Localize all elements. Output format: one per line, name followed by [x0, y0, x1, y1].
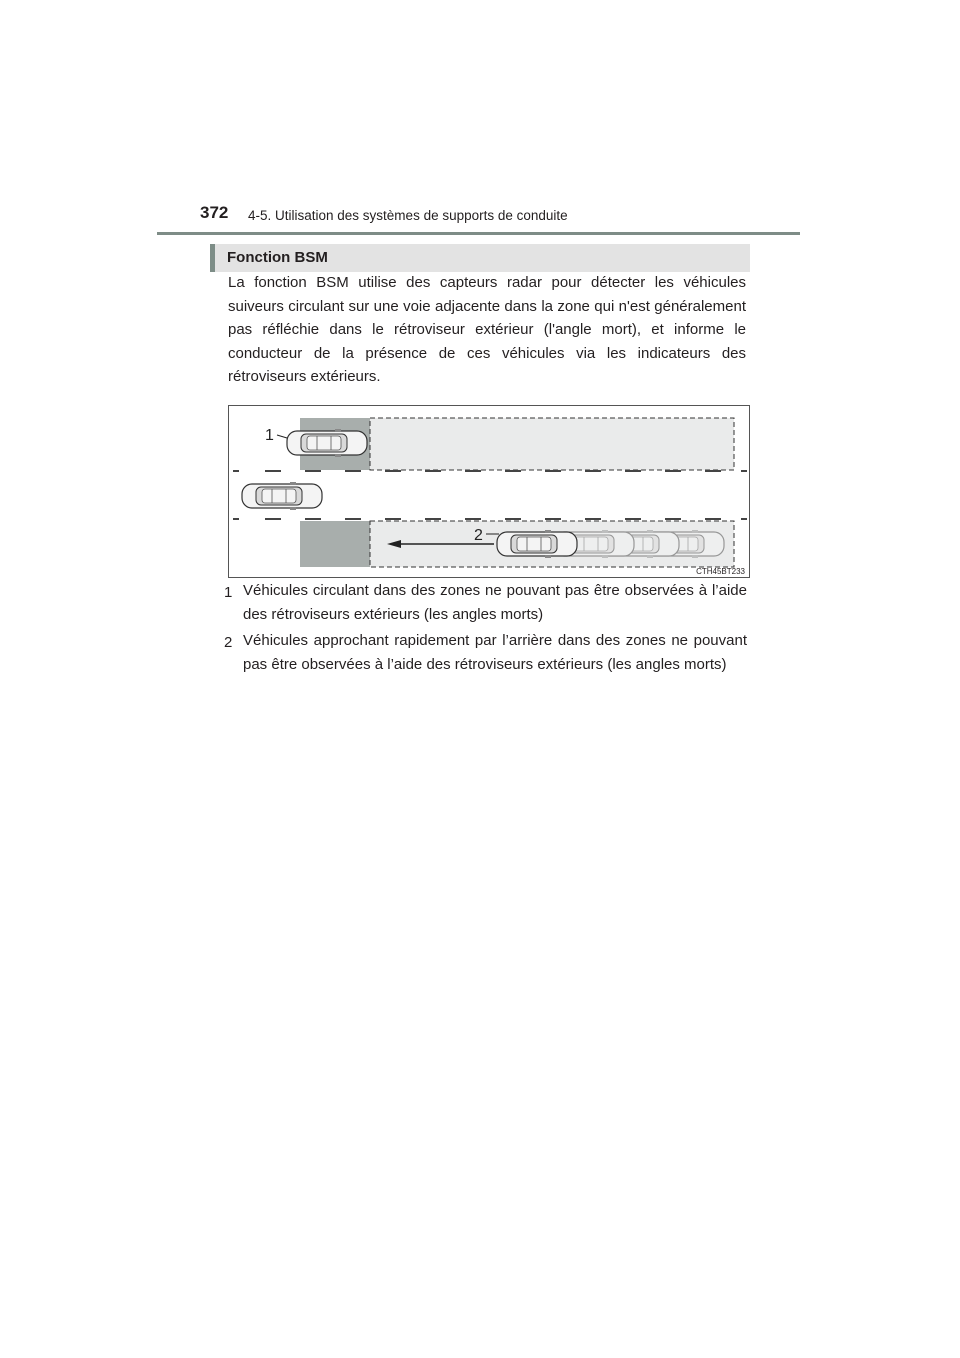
- approaching-car-trail: [554, 530, 724, 558]
- bsm-diagram-drawing: [229, 406, 749, 577]
- callout-text-1: Véhicules circulant dans des zones ne pouvant pas être observées à l’aide des rétroviseurs extérieurs (les angles morts): [243, 582, 747, 623]
- callout-number-2: 2: [224, 634, 233, 651]
- callout-text-2: Véhicules approchant rapidement par l’arrière dans des zones ne pouvant pas être observées à l’aide des rétroviseurs extérieurs (les angles morts): [243, 632, 747, 673]
- blind-spot-lower: [300, 521, 370, 567]
- chapter-title: 4-5. Utilisation des systèmes de supports de conduite: [248, 208, 568, 223]
- own-vehicle: [242, 482, 322, 510]
- bsm-diagram: [228, 405, 750, 578]
- detection-zone-upper: [370, 418, 734, 470]
- car-in-blind-spot: [287, 429, 367, 457]
- callout-number-1: 1: [224, 584, 233, 601]
- intro-paragraph: La fonction BSM utilise des capteurs radar pour détecter les véhicules suiveurs circulant sur une voie adjacente dans la zone qui n'est généralement pas réfléchie dans le rétroviseur extérieur (l'angle mort), et informe le conducteur de la présence de ces véhicules via les indicateurs des rétroviseurs extérieurs.: [228, 274, 746, 385]
- approaching-car: [497, 530, 577, 558]
- section-heading-text: Fonction BSM: [227, 249, 328, 266]
- section-heading: [210, 244, 750, 272]
- header-divider: [157, 232, 800, 235]
- figure-callout-2: 2: [474, 527, 483, 544]
- figure-code: CTH45BT233: [696, 567, 745, 576]
- page-number: 372: [200, 203, 229, 222]
- figure-callout-1: 1: [265, 427, 274, 444]
